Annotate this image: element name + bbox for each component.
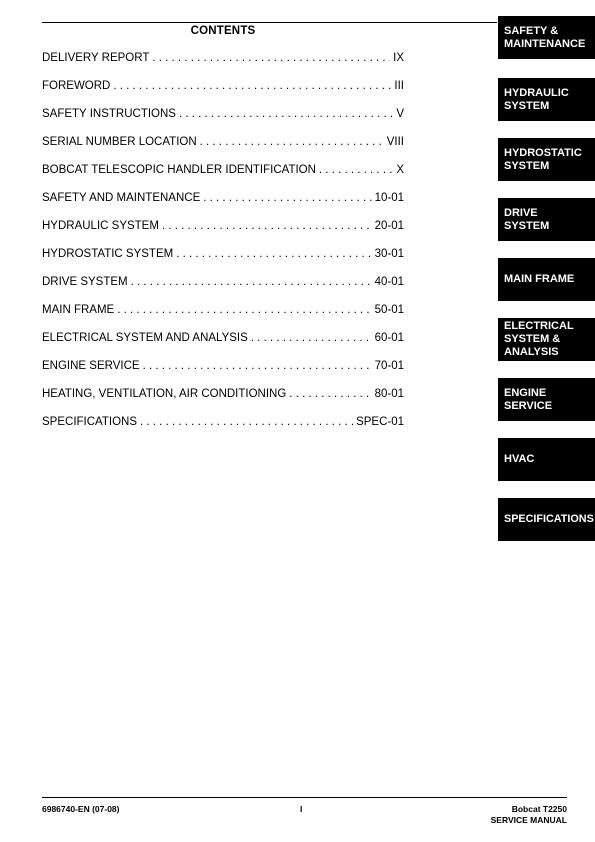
toc-entry-label: SAFETY INSTRUCTIONS bbox=[42, 108, 176, 120]
tab-engine-service[interactable]: ENGINE SERVICE bbox=[498, 378, 595, 421]
toc-entry-hvac[interactable] bbox=[42, 388, 404, 416]
tab-main-frame[interactable]: MAIN FRAME bbox=[498, 258, 595, 301]
toc-entry-serial-number-location[interactable] bbox=[42, 136, 404, 164]
header-rule bbox=[42, 22, 497, 23]
toc-entry-label: DELIVERY REPORT bbox=[42, 52, 150, 64]
toc-entry-delivery-report[interactable] bbox=[42, 52, 404, 80]
toc-dot-leader bbox=[319, 164, 393, 176]
toc-entry-page: III bbox=[394, 80, 404, 92]
toc-entry-page: SPEC-01 bbox=[356, 416, 404, 428]
toc-dot-leader bbox=[251, 332, 372, 344]
toc-entry-main-frame[interactable] bbox=[42, 304, 404, 332]
toc-entry-specifications[interactable] bbox=[42, 416, 404, 444]
toc-entry-label: BOBCAT TELESCOPIC HANDLER IDENTIFICATION bbox=[42, 164, 316, 176]
toc-dot-leader bbox=[113, 80, 391, 92]
toc-entry-label: SAFETY AND MAINTENANCE bbox=[42, 192, 201, 204]
toc-entry-label: HEATING, VENTILATION, AIR CONDITIONING bbox=[42, 388, 287, 400]
toc-dot-leader bbox=[131, 276, 372, 288]
toc-entry-page: 50-01 bbox=[374, 304, 404, 316]
manual-type: SERVICE MANUAL bbox=[490, 815, 567, 825]
toc-dot-leader bbox=[176, 248, 371, 260]
toc-entry-safety-instructions[interactable] bbox=[42, 108, 404, 136]
toc-dot-leader bbox=[203, 192, 371, 204]
toc-dot-leader bbox=[179, 108, 393, 120]
toc-entry-engine-service[interactable] bbox=[42, 360, 404, 388]
toc-entry-page: 40-01 bbox=[374, 276, 404, 288]
manual-identity bbox=[491, 804, 567, 826]
footer-rule bbox=[42, 797, 567, 798]
toc-entry-label: SERIAL NUMBER LOCATION bbox=[42, 136, 197, 148]
toc-dot-leader bbox=[162, 220, 372, 232]
tab-safety-maintenance[interactable]: SAFETY & MAINTENANCE bbox=[498, 16, 595, 59]
toc-dot-leader bbox=[289, 388, 371, 400]
toc-entry-drive-system[interactable] bbox=[42, 276, 404, 304]
tab-hvac[interactable]: HVAC bbox=[498, 438, 595, 481]
toc-entry-page: 70-01 bbox=[374, 360, 404, 372]
toc-entry-label: HYDROSTATIC SYSTEM bbox=[42, 248, 174, 260]
toc-entry-label: HYDRAULIC SYSTEM bbox=[42, 220, 159, 232]
toc-dot-leader bbox=[143, 360, 372, 372]
toc-dot-leader bbox=[200, 136, 384, 148]
model-name: Bobcat T2250 bbox=[511, 804, 567, 814]
toc-entry-page: X bbox=[396, 164, 404, 176]
toc-dot-leader bbox=[140, 416, 353, 428]
toc-entry-foreword[interactable] bbox=[42, 80, 404, 108]
toc-entry-page: 80-01 bbox=[374, 388, 404, 400]
toc-entry-label: ELECTRICAL SYSTEM AND ANALYSIS bbox=[42, 332, 248, 344]
tab-hydrostatic-system[interactable]: HYDROSTATIC SYSTEM bbox=[498, 138, 595, 181]
toc-entry-label: ENGINE SERVICE bbox=[42, 360, 140, 372]
tab-specifications[interactable]: SPECIFICATIONS bbox=[498, 498, 595, 541]
toc-entry-safety-and-maintenance[interactable] bbox=[42, 192, 404, 220]
tab-drive-system[interactable]: DRIVE SYSTEM bbox=[498, 198, 595, 241]
toc-entry-page: 20-01 bbox=[374, 220, 404, 232]
toc-entry-page: 60-01 bbox=[374, 332, 404, 344]
toc-entry-page: VIII bbox=[386, 136, 404, 148]
page-title: CONTENTS bbox=[190, 25, 256, 37]
toc-entry-hydraulic-system[interactable] bbox=[42, 220, 404, 248]
toc-entry-handler-identification[interactable] bbox=[42, 164, 404, 192]
tab-electrical-system[interactable]: ELECTRICAL SYSTEM & ANALYSIS bbox=[498, 318, 595, 361]
tab-hydraulic-system[interactable]: HYDRAULIC SYSTEM bbox=[498, 78, 595, 121]
toc-dot-leader bbox=[152, 52, 390, 64]
toc-entry-page: 10-01 bbox=[374, 192, 404, 204]
toc-entry-label: MAIN FRAME bbox=[42, 304, 115, 316]
toc-entry-page: V bbox=[396, 108, 404, 120]
document-number: 6986740-EN (07-08) bbox=[42, 804, 120, 814]
table-of-contents bbox=[42, 52, 404, 444]
page-number: I bbox=[300, 804, 303, 814]
toc-entry-label: DRIVE SYSTEM bbox=[42, 276, 128, 288]
toc-entry-label: SPECIFICATIONS bbox=[42, 416, 137, 428]
toc-entry-label: FOREWORD bbox=[42, 80, 111, 92]
toc-dot-leader bbox=[117, 304, 371, 316]
toc-entry-electrical-system[interactable] bbox=[42, 332, 404, 360]
toc-entry-hydrostatic-system[interactable] bbox=[42, 248, 404, 276]
toc-entry-page: 30-01 bbox=[374, 248, 404, 260]
toc-entry-page: IX bbox=[393, 52, 404, 64]
